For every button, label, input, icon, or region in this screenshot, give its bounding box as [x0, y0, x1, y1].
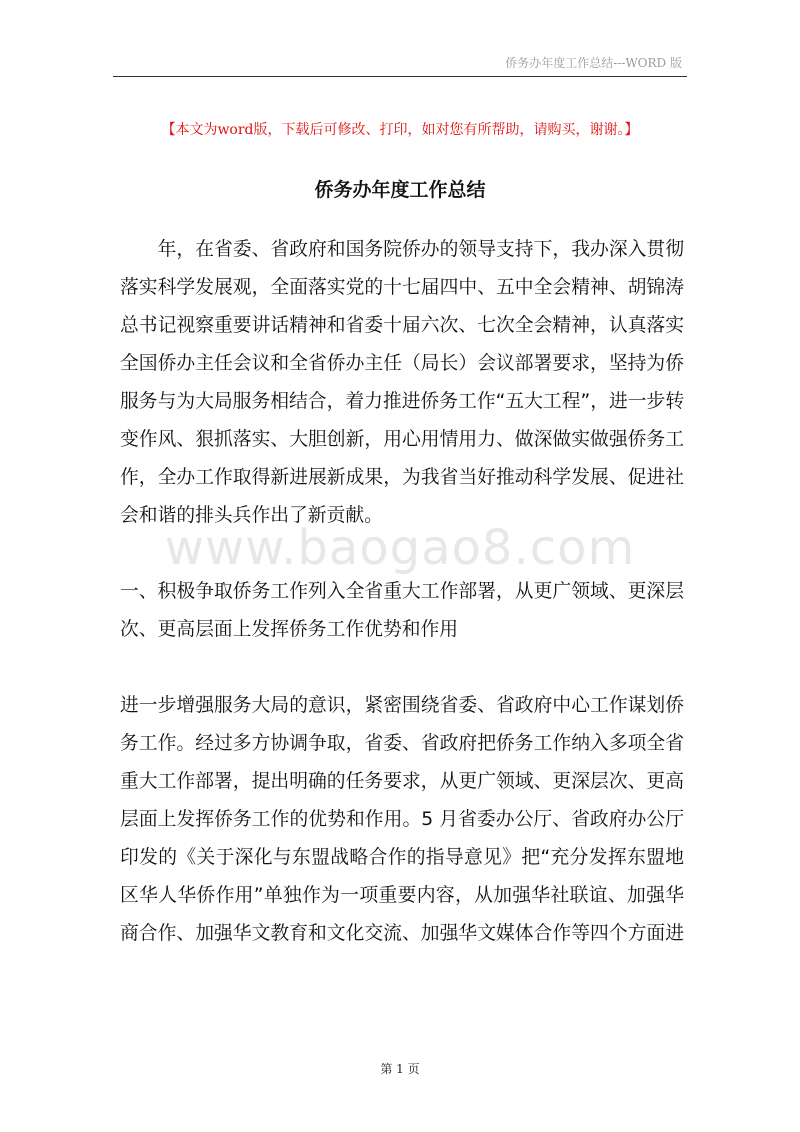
- text-line: 区华人华侨作用”单独作为一项重要内容，从加强华社联谊、加强华: [120, 885, 684, 906]
- text-line: 变作风、狠抓落实、大胆创新，用心用情用力、做深做实做强侨务工: [120, 429, 684, 450]
- text-line: 进一步增强服务大局的意识，紧密围绕省委、省政府中心工作谋划侨: [120, 695, 684, 716]
- text-line: 务工作。经过多方协调争取，省委、省政府把侨务工作纳入多项全省: [120, 733, 684, 754]
- text-line: 层面上发挥侨务工作的优势和作用。5 月省委办公厅、省政府办公厅: [120, 809, 684, 830]
- text-line: 总书记视察重要讲话精神和省委十届六次、七次全会精神，认真落实: [120, 315, 684, 336]
- purchase-notice: 【本文为word版，下载后可修改、打印，如对您有所帮助，请购买，谢谢。】: [161, 122, 639, 138]
- text-line: 一、积极争取侨务工作列入全省重大工作部署，从更广领域、更深层: [120, 581, 684, 602]
- paragraph-intro: [120, 231, 684, 535]
- header-rule: [113, 76, 687, 77]
- text-line: 服务与为大局服务相结合，着力推进侨务工作“五大工程”，进一步转: [120, 391, 685, 412]
- text-line: 落实科学发展观，全面落实党的十七届四中、五中全会精神、胡锦涛: [120, 277, 684, 298]
- text-line: 会和谐的排头兵作出了新贡献。: [120, 505, 383, 526]
- running-header: 侨务办年度工作总结---WORD 版: [505, 56, 682, 70]
- document-title: 侨务办年度工作总结: [314, 179, 486, 201]
- paragraph-section-1: [120, 687, 684, 953]
- text-line: 全国侨办主任会议和全省侨办主任（局长）会议部署要求，坚持为侨: [120, 353, 684, 374]
- watermark: www.baogao8.com: [164, 520, 636, 576]
- text-line: 作，全办工作取得新进展新成果，为我省当好推动科学发展、促进社: [120, 467, 684, 488]
- section-heading-1: [120, 573, 684, 649]
- text-line: 年，在省委、省政府和国务院侨办的领导支持下，我办深入贯彻: [120, 239, 684, 260]
- text-line: 重大工作部署，提出明确的任务要求，从更广领域、更深层次、更高: [120, 771, 684, 792]
- text-line: 次、更高层面上发挥侨务工作优势和作用: [120, 619, 459, 640]
- page-number: 第 1 页: [380, 1062, 420, 1076]
- text-line: 印发的《关于深化与东盟战略合作的指导意见》把“充分发挥东盟地: [120, 847, 684, 868]
- document-body: [120, 231, 684, 953]
- text-line: 商合作、加强华文教育和文化交流、加强华文媒体合作等四个方面进: [120, 923, 684, 944]
